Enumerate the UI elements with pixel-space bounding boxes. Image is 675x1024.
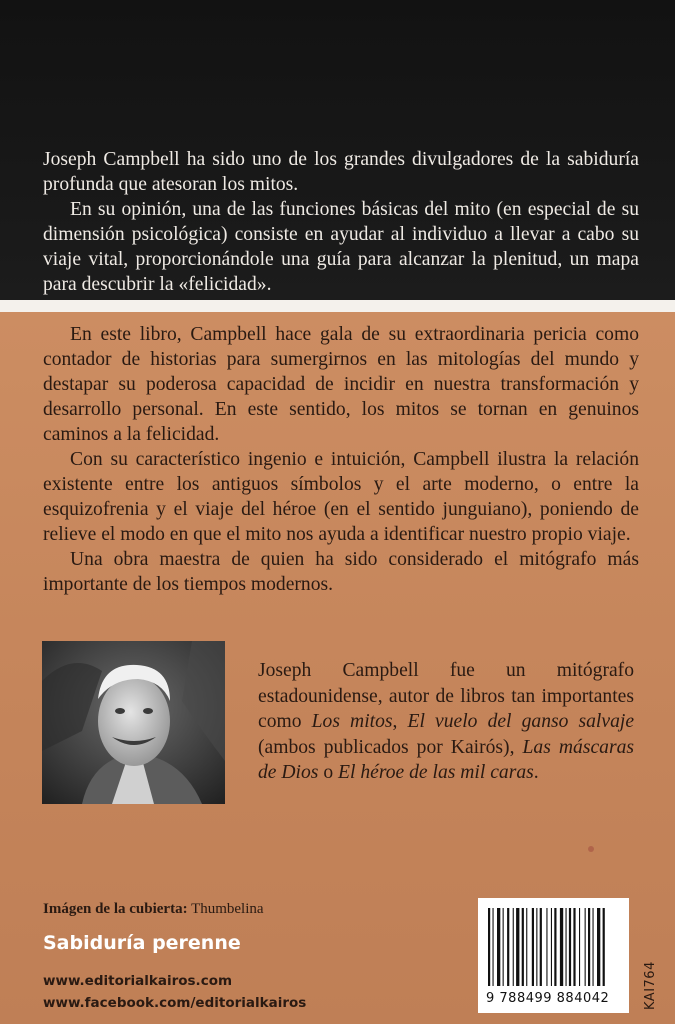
author-portrait-illustration xyxy=(42,641,225,804)
bio-or: o xyxy=(318,762,339,783)
intro-paragraph-1: Joseph Campbell ha sido uno de los grandes divulgadores de la sabiduría profunda que atesoran los mitos. xyxy=(43,149,639,195)
cover-credit-label: Imágen de la cubierta: xyxy=(43,901,188,917)
separator xyxy=(0,300,675,312)
barcode-bar xyxy=(488,908,490,986)
barcode-bar xyxy=(493,908,494,986)
barcode-bar xyxy=(532,908,534,986)
description-paragraph-2: Con su característico ingenio e intuición, Campbell ilustra la relación existente entre los antiguos símbolos y el arte moderno, o entre la esquizofrenia y el viaje del héroe (en el sentido junguiano), poniendo de relieve el modo en que el mito nos ayuda a identificar nuestro propio viaje. xyxy=(43,449,639,545)
bio-book-4: El héroe de las mil caras xyxy=(338,762,534,783)
isbn-number: 9 788499 884042 xyxy=(486,991,610,1006)
author-bio xyxy=(258,658,634,786)
product-code: KAI764 xyxy=(643,961,658,1010)
barcode-bar xyxy=(507,908,509,986)
author-photo xyxy=(42,641,225,804)
barcode-bar xyxy=(579,908,580,986)
barcode-bar xyxy=(522,908,524,986)
barcode-bar xyxy=(573,908,575,986)
bio-mid: (ambos publicados por Kairós), xyxy=(258,736,523,758)
barcode-bar xyxy=(526,908,527,986)
barcode-bar xyxy=(569,908,571,986)
website-link[interactable]: www.editorialkairos.com xyxy=(43,973,233,989)
barcode-bar xyxy=(503,908,504,986)
intro-text xyxy=(43,147,639,297)
barcode-bar xyxy=(546,908,547,986)
facebook-link[interactable]: www.facebook.com/editorialkairos xyxy=(43,995,307,1011)
barcode-bar xyxy=(554,908,556,986)
barcode-bar xyxy=(516,908,519,986)
cover-credit-value: Thumbelina xyxy=(191,901,264,917)
barcode-bar xyxy=(560,908,563,986)
description-text xyxy=(43,322,639,597)
barcode-bar xyxy=(593,908,594,986)
bio-end: . xyxy=(533,762,539,783)
barcode-bar xyxy=(588,908,590,986)
barcode-bar xyxy=(603,908,605,986)
barcode-bar xyxy=(597,908,600,986)
barcode-bar xyxy=(536,908,537,986)
cover-credit xyxy=(43,901,264,918)
barcode-bar xyxy=(497,908,500,986)
intro-paragraph-2: En su opinión, una de las funciones básicas del mito (en especial de su dimensión psicológica) consiste en ayudar al individuo a llevar a cabo su viaje vital, proporcionándole una guía para alcanzar la plenitud, un mapa para descubrir la «felicidad». xyxy=(43,199,639,295)
print-speck xyxy=(588,846,594,852)
bio-book-3: Las máscaras de Dios xyxy=(258,736,634,783)
barcode-bar xyxy=(585,908,586,986)
collection-name: Sabiduría perenne xyxy=(43,932,241,954)
bio-book-1: Los mitos xyxy=(311,711,393,732)
bio-book-2: El vuelo del ganso salvaje xyxy=(407,711,635,732)
barcode-bar xyxy=(551,908,552,986)
description-paragraph-1: En este libro, Campbell hace gala de su extraordinaria pericia como contador de historias para sumergirnos en las mitologías del mundo y destapar su poderosa capacidad de incidir en nuestra transformación y desarrollo personal. En este sentido, los mitos se tornan en genuinos caminos a la felicidad. xyxy=(43,324,639,445)
description-paragraph-3: Una obra maestra de quien ha sido considerado el mitógrafo más importante de los tiempos modernos. xyxy=(43,549,639,595)
bio-sep-1: , xyxy=(392,711,408,732)
barcode-bar xyxy=(513,908,514,986)
barcode-bar xyxy=(540,908,542,986)
bio-lead: Joseph Campbell fue un mitógrafo estadounidense, autor de libros tan importantes como xyxy=(258,660,634,732)
barcode-bar xyxy=(566,908,567,986)
